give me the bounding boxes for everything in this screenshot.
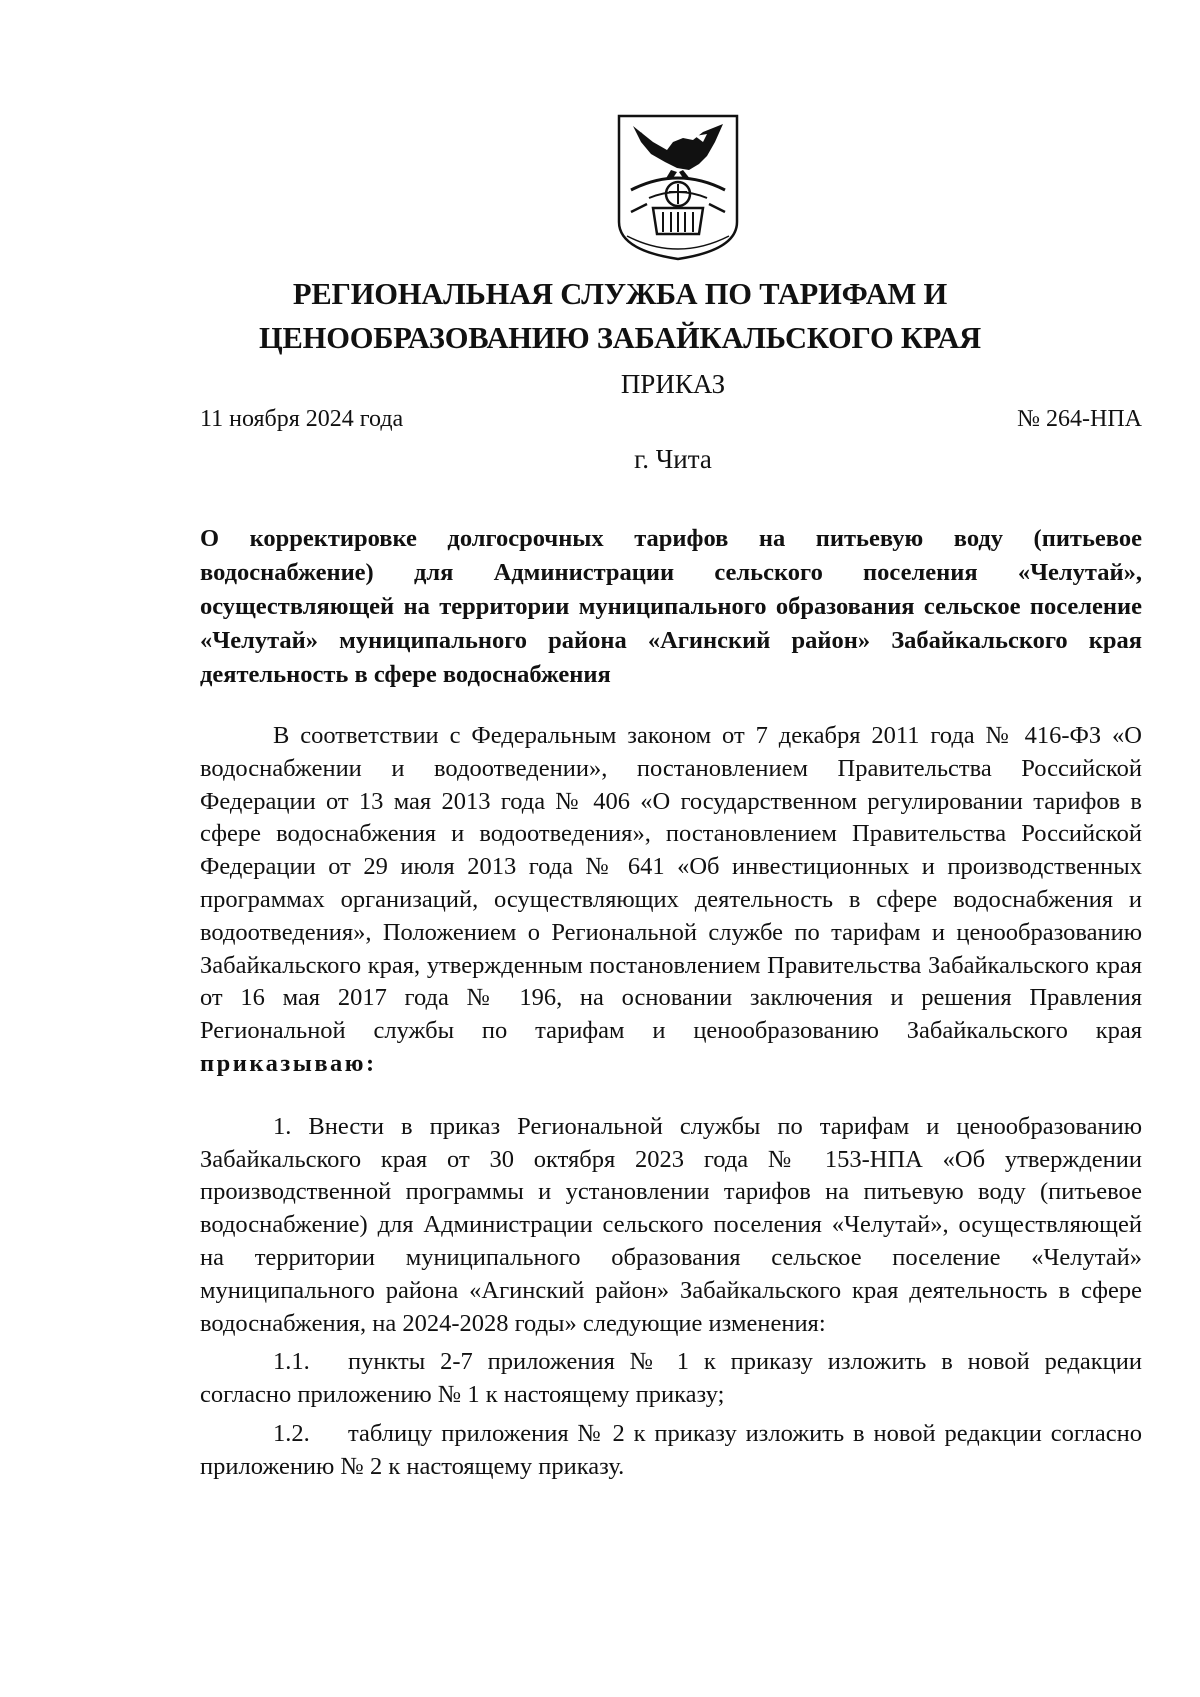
organization-title <box>190 272 1050 360</box>
document-city: г. Чита <box>634 444 712 474</box>
preamble-paragraph <box>200 720 1142 1081</box>
organization-title-line-1: РЕГИОНАЛЬНАЯ СЛУЖБА ПО ТАРИФАМ И <box>292 277 948 311</box>
order-item-1-2 <box>200 1418 1142 1484</box>
order-item-1-1-text: пункты 2-7 приложения № 1 к приказу изложить в новой редакции согласно приложению № 1 к настоящему приказу; <box>200 1348 1142 1409</box>
order-item-1-text: Внести в приказ Региональной службы по тарифам и ценообразованию Забайкальского края от 30 октября 2023 года № 153-НПА «Об утверждении производственной программы и установлении тарифов на питьевую воду (питьевое водоснабжение) для Администрации сельского поселения «Челутай», осуществляющей на территории муниципального образования сельское поселение «Челутай» муниципального района «Агинский район» Забайкальского края деятельность в сфере водоснабжения, на 2024-2028 годы» следующие изменения: <box>200 1112 1143 1337</box>
preamble-text: В соответствии с Федеральным законом от 7 декабря 2011 года № 416-ФЗ «О водоснабжении и водоотведении», постановлением Правительства Российской Федерации от 13 мая 2013 года № 406 «О государственном регулировании тарифов в сфере водоснабжения и водоотведения», постановлением Правительства Российской Федерации от 29 июля 2013 года № 641 «Об инвестиционных и производственных программах организаций, осуществляющих деятельность в сфере водоснабжения и водоотведения», Положением о Региональной службе по тарифам и ценообразованию Забайкальского края, утвержденным постановлением Правительства Забайкальского края от 16 мая 2017 года № 196, на основании заключения и решения Правления Региональной службы по тарифам и ценообразованию Забайкальского края <box>200 722 1142 1045</box>
order-item-1 <box>200 1111 1142 1341</box>
coat-of-arms-emblem <box>611 112 745 262</box>
order-item-1-2-text: таблицу приложения № 2 к приказу изложить в новой редакции согласно приложению № 2 к настоящему приказу. <box>200 1419 1142 1480</box>
order-word: приказываю: <box>200 1049 377 1077</box>
document-subject: О корректировке долгосрочных тарифов на питьевую воду (питьевое водоснабжение) для Администрации сельского поселения «Челутай», осуществляющей на территории муниципального образования сельское поселение «Челутай» муниципального района «Агинский район» Забайкальского края деятельность в сфере водоснабжения <box>200 525 1142 688</box>
document-body <box>200 720 1142 1484</box>
organization-title-line-2: ЦЕНООБРАЗОВАНИЮ ЗАБАЙКАЛЬСКОГО КРАЯ <box>259 321 981 355</box>
order-item-1-number: 1. <box>273 1112 292 1140</box>
order-item-1-1 <box>200 1346 1142 1412</box>
document-number: № 264-НПА <box>1017 406 1142 432</box>
document-type: ПРИКАЗ <box>620 369 726 399</box>
order-item-1-1-number: 1.1. <box>273 1348 310 1376</box>
document-date: 11 ноября 2024 года <box>200 406 404 432</box>
order-item-1-2-number: 1.2. <box>273 1419 310 1447</box>
